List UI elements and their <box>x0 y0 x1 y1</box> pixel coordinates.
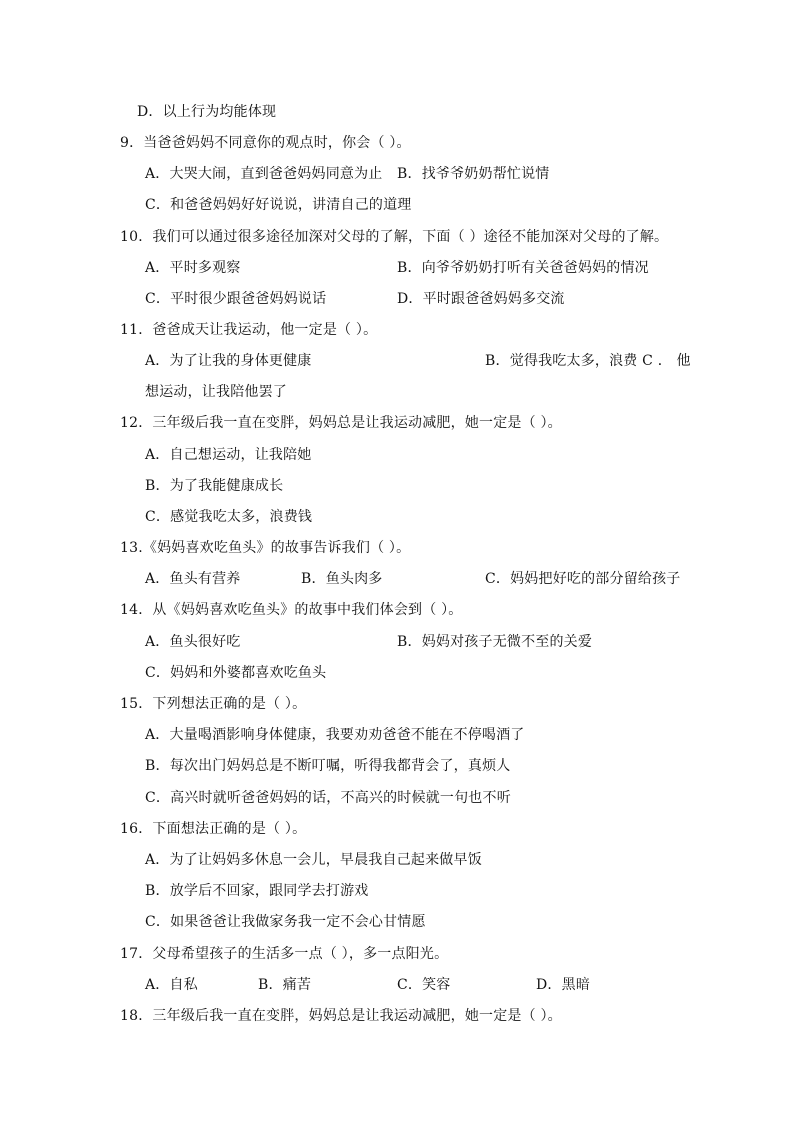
option-line: B．觉得我吃太多，浪费 C ． 他 <box>485 353 691 369</box>
question-15: 15．下列想法正确的是（ ）。 <box>120 696 307 712</box>
question-11: 11．爸爸成天让我运动，他一定是（ ）。 <box>120 322 378 338</box>
option-line: A．平时多观察 <box>145 260 241 276</box>
question-10: 10．我们可以通过很多途径加深对父母的了解，下面（ ）途径不能加深对父母的了解。 <box>120 229 669 245</box>
option-line: B．每次出门妈妈总是不断叮嘱，听得我都背会了，真烦人 <box>145 758 511 774</box>
option-line: C．妈妈和外婆都喜欢吃鱼头 <box>145 665 327 681</box>
option-line: A．自私 <box>145 977 198 993</box>
option-line: B．为了我能健康成长 <box>145 478 284 494</box>
option-line: C．如果爸爸让我做家务我一定不会心甘情愿 <box>145 914 426 930</box>
question-12: 12．三年级后我一直在变胖，妈妈总是让我运动减肥，她一定是（ ）。 <box>120 415 562 431</box>
option-line: D．平时跟爸爸妈妈多交流 <box>397 291 565 307</box>
text-line: 想运动，让我陪他罢了 <box>145 384 287 400</box>
option-line: B．向爷爷奶奶打听有关爸爸妈妈的情况 <box>397 260 649 276</box>
option-line: A．鱼头有营养 <box>145 571 241 587</box>
option-line: A．为了让我的身体更健康 <box>145 353 312 369</box>
question-16: 16．下面想法正确的是（ ）。 <box>120 821 307 837</box>
option-line: C．平时很少跟爸爸妈妈说话 <box>145 291 327 307</box>
option-line: C．高兴时就听爸爸妈妈的话，不高兴的时候就一句也不听 <box>145 790 511 806</box>
option-line: A．鱼头很好吃 <box>145 634 241 650</box>
option-line: B．放学后不回家，跟同学去打游戏 <box>145 883 369 899</box>
question-14: 14．从《妈妈喜欢吃鱼头》的故事中我们体会到（ ）。 <box>120 602 463 618</box>
question-17: 17．父母希望孩子的生活多一点（ ），多一点阳光。 <box>120 946 449 962</box>
option-line: D．黑暗 <box>536 977 591 993</box>
option-line: B．痛苦 <box>258 977 312 993</box>
option-line: C．妈妈把好吃的部分留给孩子 <box>485 571 681 587</box>
question-18: 18．三年级后我一直在变胖，妈妈总是让我运动减肥，她一定是（ ）。 <box>120 1008 562 1024</box>
option-line: A．大哭大闹，直到爸爸妈妈同意为止 <box>145 166 383 182</box>
option-line: C．感觉我吃太多，浪费钱 <box>145 509 313 525</box>
question-13: 13.《妈妈喜欢吃鱼头》的故事告诉我们（ ）。 <box>120 540 411 556</box>
option-line: B．鱼头肉多 <box>301 571 383 587</box>
option-line: A．自己想运动，让我陪她 <box>145 447 312 463</box>
option-line: C．笑容 <box>397 977 451 993</box>
text-line: D．以上行为均能体现 <box>137 104 277 120</box>
option-line: A．为了让妈妈多休息一会儿，早晨我自己起来做早饭 <box>145 852 482 868</box>
option-line: C．和爸爸妈妈好好说说，讲清自己的道理 <box>145 197 412 213</box>
option-line: A．大量喝酒影响身体健康，我要劝劝爸爸不能在不停喝酒了 <box>145 727 525 743</box>
question-9: 9．当爸爸妈妈不同意你的观点时，你会（ ）。 <box>120 135 411 151</box>
option-line: B．找爷爷奶奶帮忙说情 <box>397 166 550 182</box>
option-line: B．妈妈对孩子无微不至的关爱 <box>397 634 593 650</box>
